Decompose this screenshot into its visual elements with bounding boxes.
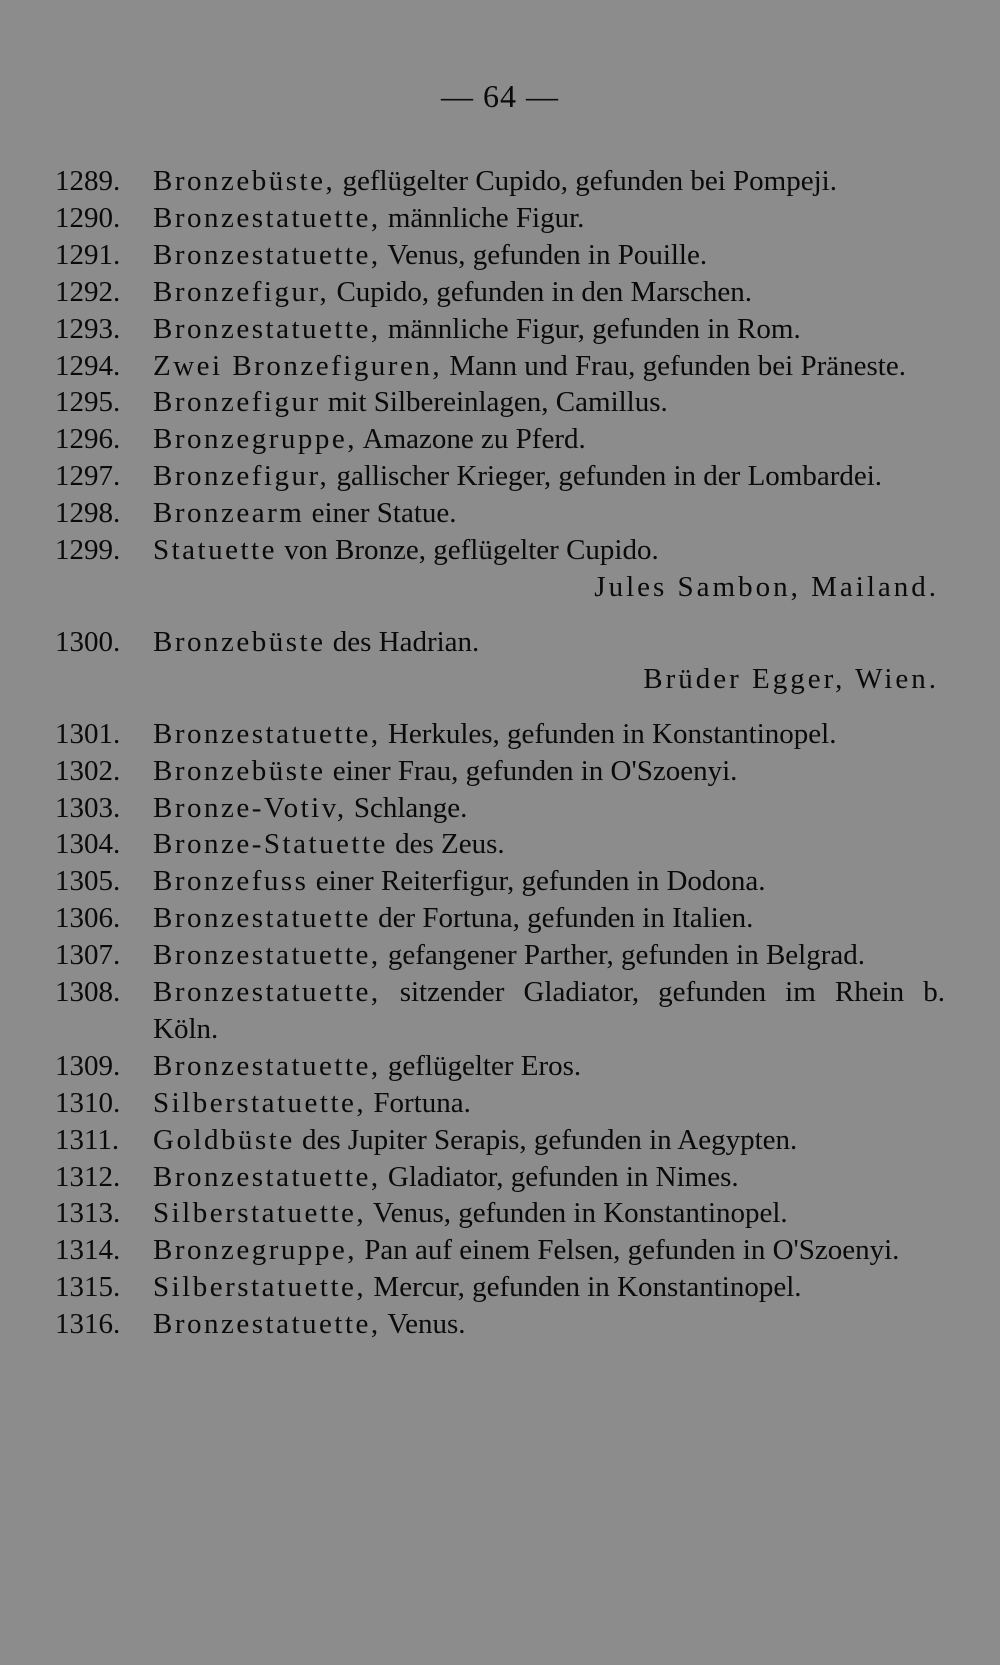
list-item xyxy=(55,274,945,311)
entry-number: 1303. xyxy=(55,791,121,824)
list-item xyxy=(55,495,945,532)
entry-description: Cupido, gefunden in den Marschen. xyxy=(329,275,753,308)
list-item xyxy=(55,348,945,385)
entry-description: Gladiator, gefunden in Nimes. xyxy=(380,1160,739,1193)
entry-text xyxy=(153,348,945,385)
entry-title: Silberstatuette, xyxy=(153,1197,367,1230)
list-item xyxy=(55,1195,945,1232)
list-item xyxy=(55,1306,945,1343)
list-item xyxy=(55,974,945,1048)
list-item xyxy=(55,624,945,661)
list-item xyxy=(55,1085,945,1122)
entry-description: geflügelter Cupido, gefunden bei Pompeji. xyxy=(335,165,837,197)
entry-text xyxy=(153,826,945,863)
entry-description: männliche Figur, gefunden in Rom. xyxy=(380,312,801,345)
entry-text xyxy=(153,163,945,200)
entry-description: Herkules, gefunden in Konstantinopel. xyxy=(380,717,837,750)
entry-text xyxy=(153,1085,945,1122)
entry-number: 1310. xyxy=(55,1086,121,1119)
entry-text xyxy=(153,900,945,937)
catalog-list xyxy=(55,163,945,1343)
entry-description: einer Reiterfigur, gefunden in Dodona. xyxy=(308,865,766,898)
entry-text xyxy=(153,1159,945,1196)
entry-number: 1312. xyxy=(55,1160,121,1193)
entry-text xyxy=(153,753,945,790)
entry-title: Silberstatuette, xyxy=(153,1086,367,1119)
entry-number: 1294. xyxy=(55,349,121,382)
entry-number: 1302. xyxy=(55,754,121,787)
list-item xyxy=(55,384,945,421)
entry-text xyxy=(153,200,945,237)
entry-number: 1299. xyxy=(55,534,121,567)
entry-number: 1300. xyxy=(55,625,121,658)
entry-text xyxy=(153,974,945,1048)
list-item xyxy=(55,826,945,863)
entry-description: männliche Figur. xyxy=(380,201,585,234)
entry-title: Bronzebüste, xyxy=(153,165,336,197)
entry-title: Silberstatuette, xyxy=(153,1271,367,1304)
entry-description: gallischer Krieger, gefunden in der Lombardei. xyxy=(329,460,883,493)
entry-description: Amazone zu Pferd. xyxy=(357,423,586,456)
list-item xyxy=(55,200,945,237)
entry-number: 1297. xyxy=(55,460,121,493)
entry-number: 1298. xyxy=(55,497,121,530)
list-item xyxy=(55,421,945,458)
entry-title: Bronzefigur, xyxy=(153,275,330,308)
entry-description: Schlange. xyxy=(346,791,468,824)
entry-number: 1292. xyxy=(55,275,121,308)
entry-text xyxy=(153,1195,945,1232)
entry-text xyxy=(153,1232,945,1269)
entry-number: 1290. xyxy=(55,201,121,234)
entry-description: des Jupiter Serapis, gefunden in Aegypten. xyxy=(294,1123,798,1156)
entry-title: Bronzegruppe, xyxy=(153,1234,358,1267)
entry-description: sitzender Gladiator, gefunden im Rhein b. Köln. xyxy=(153,976,945,1045)
list-item xyxy=(55,1232,945,1269)
entry-title: Statuette xyxy=(153,534,277,567)
entry-number: 1313. xyxy=(55,1197,121,1230)
entry-text xyxy=(153,532,945,569)
entry-text xyxy=(153,863,945,900)
entry-text xyxy=(153,421,945,458)
entry-text xyxy=(153,624,945,661)
entry-title: Bronze-Votiv, xyxy=(153,791,347,824)
page-number: — 64 — xyxy=(441,78,559,114)
list-item xyxy=(55,790,945,827)
entry-title: Bronzefuss xyxy=(153,865,309,898)
entry-description: geflügelter Eros. xyxy=(380,1049,582,1082)
entry-number: 1315. xyxy=(55,1271,121,1304)
entry-description: von Bronze, geflügelter Cupido. xyxy=(276,534,659,567)
entry-text xyxy=(153,937,945,974)
entry-number: 1316. xyxy=(55,1308,121,1341)
entry-number: 1304. xyxy=(55,828,121,861)
list-item xyxy=(55,1159,945,1196)
entry-title: Bronzestatuette, xyxy=(153,939,381,972)
list-item xyxy=(55,1122,945,1159)
entry-title: Bronze-Statuette xyxy=(153,828,388,861)
entry-number: 1293. xyxy=(55,312,121,345)
entry-number: 1307. xyxy=(55,939,121,972)
entry-text xyxy=(153,458,945,495)
entry-number: 1289. xyxy=(55,165,121,197)
entry-title: Bronzestatuette, xyxy=(153,1049,381,1082)
list-item xyxy=(55,863,945,900)
entry-description: gefangener Parther, gefunden in Belgrad. xyxy=(380,939,866,972)
entry-description: Venus, gefunden in Pouille. xyxy=(380,238,708,271)
entry-description: der Fortuna, gefunden in Italien. xyxy=(370,902,754,935)
entry-text xyxy=(153,237,945,274)
entry-text xyxy=(153,274,945,311)
list-item xyxy=(55,1048,945,1085)
entry-text xyxy=(153,384,945,421)
entry-number: 1306. xyxy=(55,902,121,935)
entry-number: 1311. xyxy=(55,1123,120,1156)
entry-title: Bronzestatuette, xyxy=(153,1160,381,1193)
entry-title: Bronzestatuette, xyxy=(153,201,381,234)
entry-title: Zwei Bronzefiguren, xyxy=(153,349,443,382)
entry-title: Bronzestatuette, xyxy=(153,1308,381,1341)
entry-description: Mercur, gefunden in Konstantinopel. xyxy=(366,1271,802,1304)
entry-number: 1296. xyxy=(55,423,121,456)
list-item xyxy=(55,937,945,974)
list-item xyxy=(55,237,945,274)
entry-number: 1291. xyxy=(55,238,121,271)
entry-text xyxy=(153,1269,945,1306)
entry-title: Bronzestatuette xyxy=(153,902,371,935)
donor-attribution: Brüder Egger, Wien. xyxy=(643,662,939,695)
entry-description: des Zeus. xyxy=(387,828,505,861)
entry-description: mit Silbereinlagen, Camillus. xyxy=(320,386,668,419)
entry-number: 1295. xyxy=(55,386,121,419)
entry-title: Bronzegruppe, xyxy=(153,423,358,456)
entry-description: einer Frau, gefunden in O'Szoenyi. xyxy=(325,754,738,787)
list-item xyxy=(55,311,945,348)
entry-title: Bronzebüste xyxy=(153,625,326,658)
entry-title: Bronzestatuette, xyxy=(153,717,381,750)
entry-description: des Hadrian. xyxy=(325,625,480,658)
entry-title: Bronzebüste xyxy=(153,754,326,787)
entry-number: 1309. xyxy=(55,1049,121,1082)
list-item xyxy=(55,753,945,790)
entry-text xyxy=(153,1306,945,1343)
entry-title: Goldbüste xyxy=(153,1123,295,1156)
entry-number: 1305. xyxy=(55,865,121,898)
entry-description: Fortuna. xyxy=(366,1086,471,1119)
list-item xyxy=(55,716,945,753)
entry-description: einer Statue. xyxy=(304,497,457,530)
entry-title: Bronzefigur xyxy=(153,386,321,419)
list-item xyxy=(55,900,945,937)
entry-number: 1301. xyxy=(55,717,121,750)
list-item xyxy=(55,1269,945,1306)
list-item xyxy=(55,458,945,495)
entry-text xyxy=(153,790,945,827)
entry-text xyxy=(153,716,945,753)
entry-description: Venus. xyxy=(380,1308,466,1341)
entry-description: Venus, gefunden in Konstantinopel. xyxy=(366,1197,788,1230)
entry-description: Pan auf einem Felsen, gefunden in O'Szoenyi. xyxy=(357,1234,900,1267)
entry-title: Bronzestatuette, xyxy=(153,312,381,345)
donor-attribution: Jules Sambon, Mailand. xyxy=(594,570,939,603)
entry-description: Mann und Frau, gefunden bei Präneste. xyxy=(442,349,906,382)
entry-title: Bronzearm xyxy=(153,497,305,530)
list-item xyxy=(55,163,945,200)
entry-text xyxy=(153,1048,945,1085)
entry-title: Bronzestatuette, xyxy=(153,976,381,1009)
entry-title: Bronzestatuette, xyxy=(153,238,381,271)
entry-number: 1314. xyxy=(55,1234,121,1267)
entry-title: Bronzefigur, xyxy=(153,460,330,493)
entry-text xyxy=(153,311,945,348)
list-item xyxy=(55,532,945,569)
entry-text xyxy=(153,1122,945,1159)
entry-number: 1308. xyxy=(55,976,121,1009)
entry-text xyxy=(153,495,945,532)
